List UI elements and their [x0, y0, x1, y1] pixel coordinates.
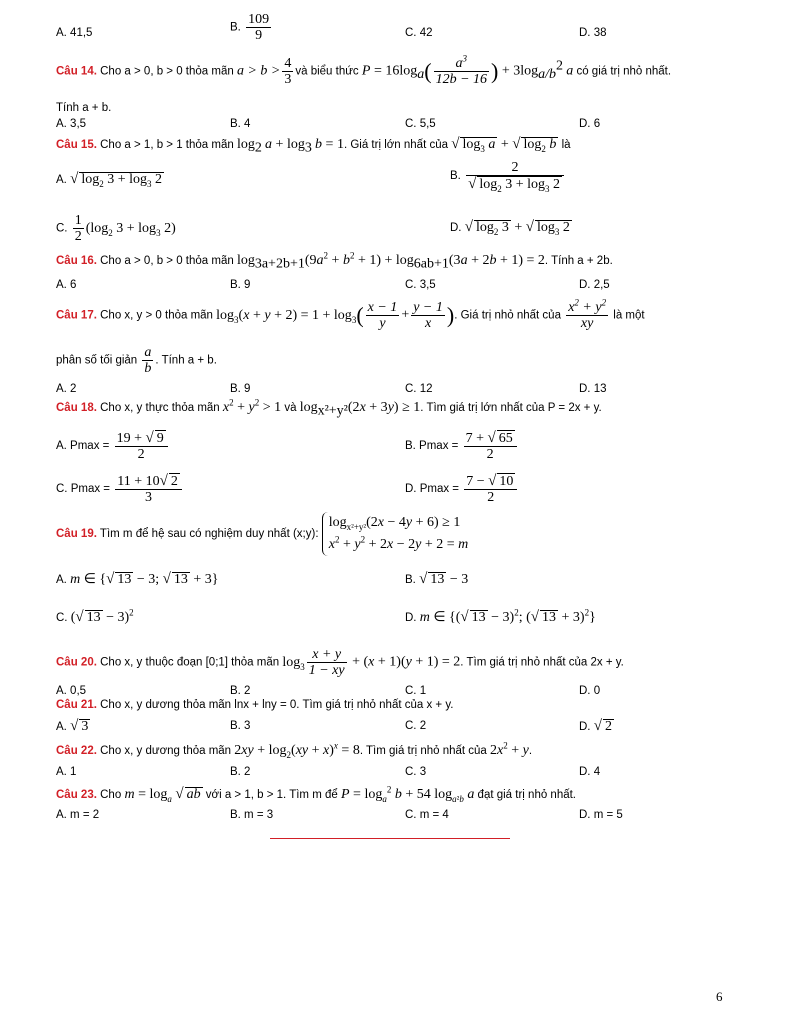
- q16-answer-b: B. 9: [230, 279, 251, 291]
- q23-answer-c: C. m = 4: [405, 809, 449, 821]
- question-22: Câu 22. Cho x, y dương thỏa mãn $2xy + \log_2(xy + x)^x = 8$. Tìm giá trị nhỏ nhất của $2x^2 + y$.: [56, 740, 533, 760]
- q14-answer-b: B. 4: [230, 118, 251, 130]
- question-15: Câu 15. Cho a > 1, b > 1 thỏa mãn $\log_2 a + \log_3 b = 1$. Giá trị lớn nhất của √ $\log_3 a$ + √ $\log_2 b$ là: [56, 136, 571, 156]
- q17-answer-b: B. 9: [230, 383, 251, 395]
- q17-answer-d: D. 13: [579, 383, 607, 395]
- prev-answer-b: B. $\frac{109}{9}$: [230, 12, 270, 43]
- question-19: Câu 19. Tìm m để hệ sau có nghiệm duy nhất (x;y): $\log_{x^2+y^2}(2x - 4y + 6) \ge 1$ $x^2 + y^2 + 2x - 2y + 2 = m$: [56, 512, 468, 556]
- q22-answer-a: A. 1: [56, 766, 77, 778]
- page-number: 6: [716, 989, 723, 1004]
- q22-answer-b: B. 2: [230, 766, 251, 778]
- q21-answer-c: C. 2: [405, 720, 427, 732]
- q19-answer-b: B. √ 13 − 3: [405, 571, 469, 587]
- q19-answer-d: D. m ∈ {(√ 13 − 3)$^2$; (√ 13 + 3)$^2$}: [405, 607, 596, 625]
- q14-answer-d: D. 6: [579, 118, 601, 130]
- q15-answer-d: D. √ $\log_2 3$ + √ $\log_3 2$: [450, 219, 570, 237]
- q20-answer-c: C. 1: [405, 685, 427, 697]
- q23-answer-a: A. m = 2: [56, 809, 100, 821]
- question-16: Câu 16. Cho a > 0, b > 0 thỏa mãn $\log_{3a+2b+1}(9a^2 + b^2 + 1) + \log_{6ab+1}(3a + 2b + 1) = 2$. Tính a + 2b.: [56, 250, 613, 272]
- q17-answer-c: C. 12: [405, 383, 433, 395]
- q22-answer-d: D. 4: [579, 766, 601, 778]
- prev-answer-d: D. 38: [579, 27, 607, 39]
- question-18: Câu 18. Cho x, y thực thỏa mãn $x^2 + y^2 > 1$ và $\log_{x^2+y^2}(2x + 3y) \ge 1$. Tìm giá trị lớn nhất của P = 2x + y.: [56, 397, 602, 419]
- q20-answer-a: A. 0,5: [56, 685, 87, 697]
- q21-answer-d: D. √ 2: [579, 718, 612, 734]
- q19-answer-a: A. m ∈ {√ 13 − 3; √ 13 + 3}: [56, 571, 219, 587]
- q14-answer-a: A. 3,5: [56, 118, 87, 130]
- question-20: Câu 20. Cho x, y thuộc đoạn [0;1] thỏa mãn $\log_3$ $\frac{x + y}{1 - xy}$ + (x + 1)(y + 1) = 2. Tìm giá trị nhỏ nhất của 2x + y.: [56, 647, 624, 678]
- q18-answer-c: C. Pmax = $\frac{11 + 10√ 2}{3}$: [56, 473, 184, 505]
- q18-answer-d: D. Pmax = $\frac{7 - √ 10}{2}$: [405, 473, 519, 505]
- prev-answer-c: C. 42: [405, 27, 433, 39]
- question-23: Câu 23. Cho $m = \log_a$ √ ab với a > 1, b > 1. Tìm m để $P = \log_a^2 b + 54$ $\log_{a^2b} a$ đạt giá trị nhỏ nhất.: [56, 784, 577, 804]
- q18-answer-b: B. Pmax = $\frac{7 + √ 65}{2}$: [405, 430, 519, 462]
- q14-answer-c: C. 5,5: [405, 118, 436, 130]
- question-17-cont: phân số tối giản $\frac{a}{b}$ . Tính a + b.: [56, 345, 217, 376]
- q16-answer-a: A. 6: [56, 279, 77, 291]
- question-14: Câu 14. Cho a > 0, b > 0 thỏa mãn a > b > $\frac{4}{3}$ và biểu thức $P = 16\log_a$( $\frac{a^3}{12b - 16}$ ) + $3\log_{a/b}^2$ a có giá trị nhỏ nhất.: [56, 53, 672, 87]
- q18-answer-a: A. Pmax = $\frac{19 + √ 9}{2}$: [56, 430, 170, 462]
- question-21: Câu 21. Cho x, y dương thỏa mãn lnx + lny = 0. Tìm giá trị nhỏ nhất của x + y.: [56, 699, 454, 711]
- q19-answer-c: C. (√ 13 − 3)$^2$: [56, 607, 134, 625]
- q21-answer-b: B. 3: [230, 720, 251, 732]
- prev-answer-a: A. 41,5: [56, 27, 93, 39]
- q15-answer-a: A. √ $\log_2 3 + \log_3 2$: [56, 171, 162, 189]
- q21-answer-a: A. √ 3: [56, 718, 89, 734]
- q20-answer-b: B. 2: [230, 685, 251, 697]
- q15-answer-c: C. $\frac{1}{2}$ ($\log_2$ $3 + \log_3 2$): [56, 213, 176, 244]
- q23-answer-b: B. m = 3: [230, 809, 274, 821]
- q16-answer-d: D. 2,5: [579, 279, 610, 291]
- q15-answer-b: B. $\frac{2}{√ \log_2 3 + \log_3 2}$: [450, 160, 566, 192]
- q20-answer-d: D. 0: [579, 685, 601, 697]
- question-17: Câu 17. Cho x, y > 0 thỏa mãn $\log_3(x + y + 2) = 1 + \log_3$( $\frac{x - 1}{y}$ + $\frac{y - 1}{x}$ ). Giá trị nhỏ nhất của $\frac{x^2 + y^2}{xy}$ là một: [56, 297, 645, 331]
- end-divider: [270, 838, 510, 839]
- question-14-text: Tính a + b.: [56, 102, 112, 114]
- q16-answer-c: C. 3,5: [405, 279, 436, 291]
- q23-answer-d: D. m = 5: [579, 809, 623, 821]
- q17-answer-a: A. 2: [56, 383, 77, 395]
- q22-answer-c: C. 3: [405, 766, 427, 778]
